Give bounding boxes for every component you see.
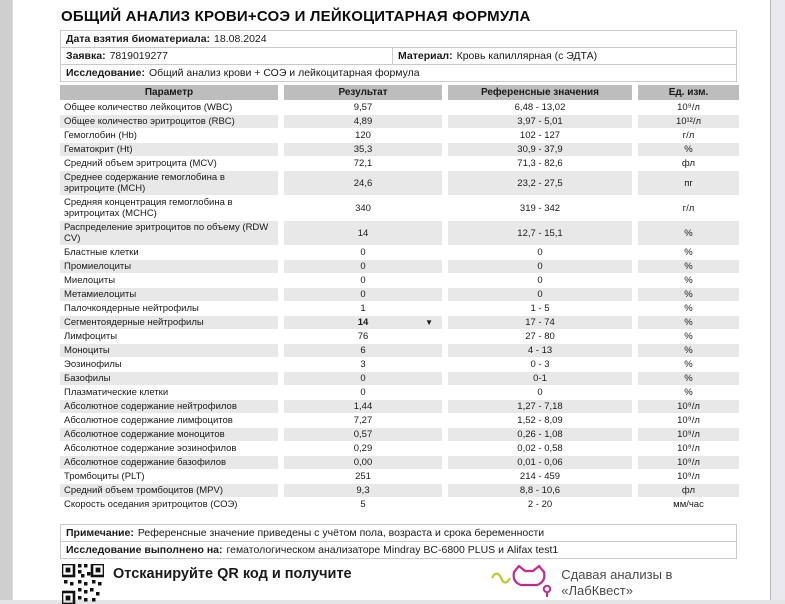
results-table	[60, 85, 737, 511]
qr-code-icon	[62, 564, 104, 604]
unit-cell: %	[684, 387, 693, 398]
parameter-cell: Палочкоядерные нейтрофилы	[64, 303, 199, 314]
request-label: Заявка:	[66, 50, 106, 62]
unit-cell: %	[684, 359, 693, 370]
parameter-cell: Базофилы	[60, 372, 278, 385]
note-box	[60, 524, 737, 542]
result-cell: 35,3	[284, 143, 442, 156]
result-cell: 7,27	[353, 415, 373, 426]
unit-cell: 10⁹/л	[638, 428, 739, 441]
parameter-cell: Миелоциты	[64, 275, 116, 286]
cat-doodle-icon	[490, 564, 552, 598]
table-row	[60, 330, 737, 343]
result-cell: 5	[360, 499, 366, 510]
reference-cell: 0	[448, 288, 632, 301]
unit-cell: %	[638, 143, 739, 156]
table-row	[60, 498, 737, 511]
header-reference: Референсные значения	[448, 85, 632, 100]
table-body	[60, 101, 737, 511]
unit-cell: 10¹²/л	[638, 115, 739, 128]
result-cell: 251	[355, 471, 371, 482]
study-value: Общий анализ крови + СОЭ и лейкоцитарная формула	[148, 67, 420, 79]
parameter-cell: Плазматические клетки	[64, 387, 169, 398]
parameter-cell: Моноциты	[60, 344, 278, 357]
result-cell: 1	[360, 303, 366, 314]
table-row	[60, 428, 737, 441]
parameter-cell: Абсолютное содержание базофилов	[60, 456, 278, 469]
parameter-cell: Лимфоциты	[64, 331, 118, 342]
unit-cell: 10⁹/л	[677, 443, 700, 454]
result-cell: 3	[360, 359, 366, 370]
parameter-cell: Бластные клетки	[64, 247, 139, 258]
table-row	[60, 129, 737, 142]
table-row	[60, 358, 737, 371]
table-row	[60, 221, 737, 245]
right-page-margin	[770, 0, 785, 600]
table-row	[60, 456, 737, 469]
reference-cell: 4 - 13	[448, 344, 632, 357]
unit-cell: фл	[681, 158, 696, 169]
table-row	[60, 274, 737, 287]
parameter-cell: Абсолютное содержание эозинофилов	[64, 443, 237, 454]
table-row	[60, 288, 737, 301]
parameter-cell: Скорость оседания эритроцитов (СОЭ)	[64, 499, 238, 510]
unit-cell: 10⁹/л	[677, 415, 700, 426]
parameter-cell: Гемоглобин (Hb)	[64, 130, 137, 141]
footer-banner	[60, 564, 737, 604]
table-row	[60, 157, 737, 170]
unit-cell: 10⁹/л	[677, 102, 700, 113]
biomaterial-date-label: Дата взятия биоматериала:	[66, 33, 211, 45]
request-box	[60, 47, 393, 65]
unit-cell: мм/час	[673, 499, 704, 510]
page-title: ОБЩИЙ АНАЛИЗ КРОВИ+СОЭ И ЛЕЙКОЦИТАРНАЯ ФОРМУЛА	[61, 8, 531, 25]
reference-cell: 27 - 80	[525, 331, 555, 342]
unit-cell: %	[638, 316, 739, 329]
reference-cell: 23,2 - 27,5	[448, 171, 632, 195]
reference-cell: 2 - 20	[527, 499, 553, 510]
material-label: Материал:	[398, 50, 453, 62]
qr-promo-text: Отсканируйте QR код и получите	[113, 566, 352, 582]
parameter-cell: Средний объем тромбоцитов (MPV)	[60, 484, 278, 497]
request-value: 7819019277	[109, 50, 168, 62]
result-cell: 340	[355, 202, 371, 214]
lab-name-text: Сдавая анализы в «ЛабКвест»	[561, 567, 673, 598]
unit-cell: %	[684, 331, 693, 342]
parameter-cell: Общее количество лейкоцитов (WBC)	[64, 102, 233, 113]
report-page	[13, 0, 770, 600]
unit-cell: г/л	[682, 202, 695, 214]
low-value-marker-icon: ▼	[425, 317, 433, 327]
unit-cell: %	[684, 275, 693, 286]
result-cell: 14	[284, 221, 442, 245]
header-unit: Ед. изм.	[638, 85, 739, 100]
parameter-cell: Метамиелоциты	[60, 288, 278, 301]
reference-cell: 8,8 - 10,6	[448, 484, 632, 497]
result-cell: 0,00	[284, 456, 442, 469]
reference-cell: 30,9 - 37,9	[448, 143, 632, 156]
result-cell: 72,1	[353, 158, 373, 169]
reference-cell: 12,7 - 15,1	[448, 221, 632, 245]
unit-cell: %	[684, 303, 693, 314]
result-cell: 76	[357, 331, 369, 342]
parameter-cell: Эозинофилы	[64, 359, 122, 370]
table-row	[60, 400, 737, 413]
result-cell: 14 ▼	[284, 316, 442, 329]
result-cell: 4,89	[284, 115, 442, 128]
reference-cell: 0	[537, 247, 543, 258]
table-row	[60, 260, 737, 273]
reference-cell: 0	[537, 387, 543, 398]
table-row	[60, 372, 737, 385]
reference-cell: 6,48 - 13,02	[514, 102, 566, 113]
header-parameter: Параметр	[60, 85, 278, 100]
notes-section	[60, 524, 737, 559]
table-row	[60, 484, 737, 497]
table-row	[60, 196, 737, 220]
reference-cell: 0-1	[448, 372, 632, 385]
unit-cell: %	[638, 221, 739, 245]
reference-cell: 0	[448, 260, 632, 273]
result-cell: 9,3	[284, 484, 442, 497]
table-row	[60, 344, 737, 357]
reference-cell: 1,27 - 7,18	[448, 400, 632, 413]
result-cell: 0	[284, 288, 442, 301]
reference-cell: 17 - 74	[448, 316, 632, 329]
result-cell: 24,6	[284, 171, 442, 195]
reference-cell: 214 - 459	[519, 471, 561, 482]
unit-cell: %	[638, 288, 739, 301]
parameter-cell: Средний объем эритроцита (MCV)	[64, 158, 217, 169]
table-row	[60, 171, 737, 195]
result-cell: 0	[284, 260, 442, 273]
result-cell: 0	[360, 275, 366, 286]
performed-on-label: Исследование выполнено на:	[66, 544, 223, 556]
unit-cell: фл	[638, 484, 739, 497]
unit-cell: 10⁹/л	[638, 456, 739, 469]
reference-cell: 0,01 - 0,06	[448, 456, 632, 469]
table-row	[60, 442, 737, 455]
material-value: Кровь капиллярная (с ЭДТА)	[456, 50, 598, 62]
performed-on-box	[60, 541, 737, 559]
parameter-cell: Гематокрит (Ht)	[60, 143, 278, 156]
performed-on-text: гематологическом анализаторе Mindray BC-6800 PLUS и Alifax test1	[226, 544, 559, 556]
parameter-cell: Промиелоциты	[60, 260, 278, 273]
note-text: Референсные значение приведены с учётом пола, возраста и срока беременности	[137, 527, 545, 539]
note-label: Примечание:	[66, 527, 134, 539]
reference-cell: 1,52 - 8,09	[517, 415, 563, 426]
table-row	[60, 115, 737, 128]
table-row	[60, 470, 737, 483]
result-cell: 1,44	[284, 400, 442, 413]
result-cell: 0	[360, 387, 366, 398]
unit-cell: 10⁹/л	[677, 471, 700, 482]
parameter-cell: Сегментоядерные нейтрофилы	[60, 316, 278, 329]
table-row	[60, 302, 737, 315]
material-box	[392, 47, 737, 65]
reference-cell: 319 - 342	[519, 202, 561, 214]
result-cell: 120	[355, 130, 371, 141]
result-cell: 0,57	[284, 428, 442, 441]
parameter-cell: Абсолютное содержание нейтрофилов	[60, 400, 278, 413]
left-page-margin	[0, 0, 13, 600]
table-row	[60, 143, 737, 156]
unit-cell: г/л	[682, 130, 695, 141]
header-result: Результат	[284, 85, 442, 100]
parameter-cell: Общее количество эритроцитов (RBC)	[60, 115, 278, 128]
reference-cell: 3,97 - 5,01	[448, 115, 632, 128]
reference-cell: 1 - 5	[530, 303, 550, 314]
reference-cell: 0,26 - 1,08	[448, 428, 632, 441]
parameter-cell: Средняя концентрация гемоглобина в эритроцитах (MCHC)	[64, 197, 233, 219]
reference-cell: 71,3 - 82,6	[517, 158, 563, 169]
unit-cell: %	[638, 344, 739, 357]
result-cell: 6	[284, 344, 442, 357]
table-row	[60, 316, 737, 329]
study-box	[60, 64, 737, 82]
parameter-cell: Распределение эритроцитов по объему (RDW CV)	[60, 221, 278, 245]
reference-cell: 102 - 127	[519, 130, 561, 141]
reference-cell: 0,02 - 0,58	[517, 443, 563, 454]
unit-cell: %	[638, 260, 739, 273]
parameter-cell: Абсолютное содержание моноцитов	[60, 428, 278, 441]
table-row	[60, 246, 737, 259]
unit-cell: %	[684, 247, 693, 258]
unit-cell: пг	[638, 171, 739, 195]
result-cell: 0	[360, 247, 366, 258]
unit-cell: 10⁹/л	[638, 400, 739, 413]
table-header-row	[60, 85, 737, 100]
study-label: Исследование:	[66, 67, 145, 79]
result-cell: 9,57	[353, 102, 373, 113]
reference-cell: 0 - 3	[530, 359, 550, 370]
parameter-cell: Абсолютное содержание лимфоцитов	[64, 415, 233, 426]
parameter-cell: Среднее содержание гемоглобина в эритроците (MCH)	[60, 171, 278, 195]
biomaterial-date-value: 18.08.2024	[214, 33, 267, 45]
result-cell: 0	[284, 372, 442, 385]
biomaterial-date-box	[60, 30, 737, 48]
parameter-cell: Тромбоциты (PLT)	[64, 471, 145, 482]
reference-cell: 0	[537, 275, 543, 286]
table-row	[60, 386, 737, 399]
unit-cell: %	[638, 372, 739, 385]
result-cell: 0,29	[353, 443, 373, 454]
table-row	[60, 101, 737, 114]
table-row	[60, 414, 737, 427]
